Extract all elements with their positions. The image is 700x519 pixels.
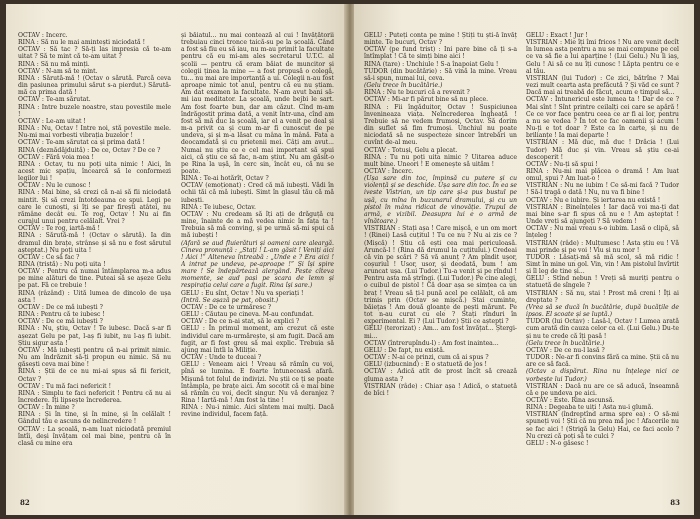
right-page	[354, 4, 694, 515]
text-paragraph: OCTAV : Ce să fac ?	[18, 253, 80, 261]
text-paragraph: TUDOR : Ne-ar fi convins fără ca mine. Știi că nu are ce să facă.	[526, 354, 679, 369]
right-page-column-2	[526, 32, 679, 472]
text-paragraph: RINA : Sărută-mă ! (Octav o sărută). Ia din dramul din brațe, strânse și să nu e fost sărutul așteptat.) Nu poți uita !	[18, 232, 171, 254]
left-page	[6, 4, 346, 515]
text-paragraph: OCTAV : De ce n-ai stat, să le explici ?	[181, 318, 300, 326]
text-paragraph: RINA (tristă) : Nu poți uita !	[18, 261, 106, 268]
text-paragraph: (Gelu trece în bucătărie.)	[364, 82, 443, 90]
text-paragraph: GELU : Stînd nebun ! Vreți să muriți pentru o statuetă de sîngele ?	[526, 275, 679, 290]
text-paragraph: OCTAV : Nu e iubire. Și iertarea nu există !	[526, 196, 661, 204]
text-paragraph: RINA : Te-ai hotărît, Octav ?	[181, 175, 269, 183]
text-paragraph: TUDOR (din bucătărie) : Să vină la mine. Vreau să-i spun, numai lui, ceva.	[364, 67, 517, 82]
text-paragraph: RINA : Nu, știu, Octav ! Te iubesc. Dacă s-ar fi așezat Gelu pe pat, l-aș fi iubit, nu l-aș fi iubit. Știu sigur asta !	[18, 325, 171, 347]
text-paragraph: RINA (râzând) : Uită lumea de dincolo de ușa asta !	[18, 289, 171, 304]
text-paragraph: RINA : Octav, tu nu poți uita nimic ! Aici, în acest mic spațiu, încearcă să le conformezi legilor lui !	[18, 160, 171, 183]
text-paragraph: OCTAV : Te rog, iartă-mă !	[18, 225, 100, 233]
text-paragraph: OCTAV : Încerc.	[364, 167, 414, 175]
text-paragraph: VISTRIAN (îndreptînd arma spre ea) : O să-mi spuneți voi ! Știi că nu prea mă joc ! Afacerile nu se fac aici ! (Strigă la Gelu) Hai, ce faci acolo ? Nu crezi că poți să te culci ?	[526, 411, 679, 440]
left-page-column-2	[181, 32, 334, 472]
text-paragraph: RINA (tare) : Unchiule ! S-a înapoiat Gelu !	[364, 60, 499, 68]
text-paragraph: RINA : Nu-mi mai plăcea o dramă ! Am luat omul, spui ? Am luat-o !	[526, 167, 679, 183]
text-paragraph: OCTAV : Mă iubești pentru că n-ai primit nimic. Nu am îndrăznit să-ți propun eu nimic. Să nu găsești ceva mai bine !	[18, 346, 171, 369]
text-paragraph: VISTRIAN : Nu ne iubim ! Ce să-mi facă ? Tudor ! Să-l tragă o dată ! Nu, nu va fi bine !	[526, 182, 679, 197]
text-paragraph: OCTAV : Să tac ? Să-ți las impresia că te-am uitat ? Să te mint că te-am uitat ?	[18, 46, 171, 61]
text-paragraph: OCTAV : Nu mai vreau s-o iubim. Lasă o clipă, să înțeleg !	[526, 225, 679, 240]
text-paragraph: OCTAV : Este. Rina ascunsă.	[526, 396, 615, 404]
text-paragraph: OCTAV : În mine ?	[18, 404, 75, 412]
text-paragraph: RINA : Te iubesc, Octav.	[181, 203, 256, 211]
text-paragraph: RINA : Intre buzele noastre, stau povestile mele !	[18, 103, 171, 118]
text-paragraph: RINA : Nu, Octav ! Intre noi, stă povestile mele. Nu-mi mai vorbesti vibrația buzelor !	[18, 125, 171, 140]
text-paragraph: (Ușa sare din toc, împinsă cu putere și cu violență și se deschide. Ușa sare din toc. În ea se iveste Vistrian, un tip care și-a pus bustul pe ușă, cu mîna în buzunarul dramului, și cu un pistol în mâna ridicat de vinovăție. Trupul de armă, e vizibil. Deasupra lui e o armă de vînătoare.)	[364, 175, 517, 226]
text-paragraph: RINA : Să nu le mai amintești niciodată !	[18, 39, 146, 47]
text-paragraph: și băiatul... nu mai contează al cui ! Învățătorii trebuiau cinci tronce taică-su pe la școală. Când a fost să fiu eu să iau, nu m-au primit la facultate pentru că eu mi-am ales secretarul U.T.C. al școlii — pentru că eram băiat de muncitor și colegii ținea la mine — a fost propusă o colegă, tu... nu mai are importanță a ui. Colegii n-au fost aproape nimic tot anul, pentru că eu nu știam. Am dat examen la facultate. N-am avut bani să-mi iau meditator. La școală, unde bejbi le sart. Am fost foarte bun, dar am căzut. Cînd m-am îndrăgostit prima dată, a venit într-una, cînd am fost să mă duc la școală, iar el a venit pe deal și m-a privit ca și cum m-ar fi cunoscut de pe undeva, și și m-a lăsat cu mâna în mână. Fata a deocamdată și cu prietenii mei. Câți am avut... Numai nu știu ce e cel mai important să spui aici, că știu ce să fac, n-am știut. Nu am găsit-o pe Rina la ușă, în cerc sin, încât eu, că nu se poate.	[181, 32, 334, 175]
text-paragraph: RINA : Nu-i nimic. Aici sîntem mai mulți. Dacă revine individul, facem față.	[181, 404, 334, 419]
text-paragraph: GELU : În primul moment, am crezut că este individul care m-urmărește, și am fugit. Dacă am fugit, ar fi fost greu să mai explic. Trebuia să ajung mai întîi la Miliție.	[181, 325, 334, 354]
text-paragraph: OCTAV (emoționat) : Cred că mă iubești. Vădi în ochii tăi că mă iubești. Simt în glasul tău că mă iubești.	[181, 182, 334, 204]
text-paragraph: GELU : Căutau pe cineva. M-au confundat.	[181, 311, 314, 319]
page-number-left: 82	[20, 498, 30, 507]
text-paragraph: OCTAV : Încerc.	[18, 32, 68, 39]
text-paragraph: RINA : Și în tine, și în mine, și în celălalt ! Gândul tău e ascuns de nelincredere !	[18, 411, 171, 426]
left-page-column-1	[18, 32, 171, 472]
text-paragraph: RINA : Simplu te faci nefericit ! Pentru că nu ai încredere. Iți lipsește încrederea.	[18, 389, 171, 404]
text-paragraph: RINA : Să nu mă minți.	[18, 60, 90, 68]
text-paragraph: (Intră. Se așază pe pat, obosit.)	[181, 296, 279, 304]
text-paragraph: GELU : N-o găsesc !	[526, 439, 589, 447]
text-paragraph: OCTAV : Le-am uitat !	[18, 117, 86, 125]
text-paragraph: OCTAV : Nu credeam să îți ați de drăguță cu mine, înainte de a mă vedea nimic în fața ta ! Trebuia să mă conving, și pe urmă să-mi spui că mă iubești !	[181, 210, 334, 240]
text-paragraph: OCTAV : La școală, n-am luat niciodată premiul întîi, deși învățam cel mai bine, pentru că în clasă cu mine era	[18, 425, 171, 447]
text-paragraph: GELU : Veneam aici ! Vreau să rămîn cu voi, pînă se lumina. E foarte întunecoasă afară. Mișună tot felul de indivizi. Nu știi ce ți se poate întâmpla, pe brațe aici. Ăm socotit că e mai bine să rămîn cu voi, decît singur. Nu vă deranjez ? Rina ! Iartă-mă ! Am fost la tine !	[181, 361, 334, 404]
text-paragraph: OCTAV : Tu mă faci nefericit !	[18, 382, 112, 390]
text-paragraph: RINA : Știi de ce nu mi-ai spus să fii fericit, Octav ?	[18, 368, 171, 383]
text-paragraph: GELU : Puteți conta pe mine ! Știți tu ști-ă învăț minte. Te bucuri, Octav ?	[364, 32, 517, 47]
text-paragraph: OCTAV : Fără voia mea !	[18, 153, 95, 161]
text-paragraph: (Vrea să se ducă în bucătărie, după bucățile de ipsos. El scoate și se luptă.)	[526, 303, 679, 319]
text-paragraph: OCTAV : De ce mă iubești ?	[18, 318, 103, 326]
text-paragraph: OCTAV : Nu-ți să spui !	[526, 160, 598, 168]
text-paragraph: OCTAV : Mi-ar fi părut bine să nu plece.	[364, 96, 489, 104]
text-paragraph: RINA : Nu te bucuri că a revenit ?	[364, 89, 470, 97]
text-paragraph: OCTAV (pe fund trist) : Ini pare bine că ți s-a întîmplat ! Că te simți bine aici !	[364, 46, 517, 61]
text-paragraph: OCTAV : Nu le cunosc !	[18, 182, 91, 190]
text-paragraph: VISTRIAN (râde) : Chiar așa ! Adică, o statuetă de bîci !	[364, 382, 517, 397]
text-paragraph: VISTRIAN : Bineînțeles ! Iar dacă voi ma-ți dat mai bine s-ar fi spus că nu e ! Am așteptat ! Unde vreți să ajungeți ? Să vedem !	[526, 203, 679, 226]
text-paragraph: GELU (izbucnind) : E o statuetă de jos !	[364, 361, 487, 369]
text-paragraph: VISTRIAN : Mie îți îmi fricos ! Nu are venit decît în lumea asta pentru a nu se mai compune pe cel ce va să fie a lui aparține ! (Lui Gelu.) Nu îi iaș, Gelu ! Ai să ce nu îți cunosc ! Lăpta pentru ce e al tău.	[526, 39, 679, 75]
text-paragraph: OCTAV : De ce nu-l lasă ?	[526, 346, 605, 354]
text-paragraph: RINA : Fii îngăduitor, Octav ! Suspiciunea învenineaza viața. Neîncrederea îngheață ! Trebuie să ne vedem frumoși, Octav. Să dorim din suflet să fim frumoși. Unchiul nu poate niciodată să ne suspecteze sincer întrebări un cuvînt de-al meu.	[364, 103, 517, 147]
text-paragraph: GELU : De fapt, nu există.	[364, 346, 445, 354]
text-paragraph: OCTAV : Te-am sărutat ca și prima dată !	[18, 139, 145, 147]
text-paragraph: RINA (deznădăjduită) : De ce, Octav ? De ce ?	[18, 146, 161, 154]
text-paragraph: TUDOR : Lăsați-mă să mă scol, să mă ridic ! Simt în mine un gol. Vin, vin ! Am pistolul învîrtit și îl leg de tine și...	[526, 253, 679, 276]
text-paragraph: (Gelu trece în bucătărie.)	[526, 339, 605, 347]
text-paragraph: OCTAV : Pentru că numai întâmplarea m-a adus pe mine alături de tine. Puteai să se așeze Gelu pe pat. Fă ce trebuie !	[18, 268, 171, 290]
text-paragraph: VISTRIAN : Mă duc, mă duc ! Drăcia ! (Lui Tudor) Mă duc și vin. Vreau să știu ce-ai descoperit !	[526, 139, 679, 161]
text-paragraph: GELU (terorizat) : Am... am fost învățat... Ștergi-mi...	[364, 325, 517, 340]
text-paragraph: VISTRIAN : Stați așa ! Care mișcă, e un om mort ! (Rinei) Lasă cuțitul ! Tu ce nu ? Nu ai zis ce ? (Mișcă) ! Știu că ești cea mai periculoasă. Aruncă-l ! (Rina dă drumul la cuțitului.) Credeai că vin pe scări ? Să vă anunț ? Am pîndit ușor, coșuriul ! Usor, usor, și deodată, bum ! am aruncat ușa. (Lui Tudor.) Tu-a venit și pe rîndul ! Pentru asta mă ștrîngi. (Lui Tudor.) Pe cine alegi, o cuibul de pistol ! Că doar așa se simțea ca un braț ! Vreau să ți-l pună acel pe celălalt, că am trimis prin (Octav se mișcă.) Stai cuminte, băiețas ! Am două gloanțe de pești mărunt. Pe tot n-au curat cu ele ? Stați rînduri în experimental. Ei ? (Lui Tudor.) Știi ce aștepți ?	[364, 225, 517, 326]
text-paragraph: RINA : Pentru că te iubesc !	[18, 311, 105, 319]
text-paragraph: GELU : Eu sînt, Octav ! Nu va speriați !	[181, 289, 304, 297]
text-paragraph: VISTRIAN (râde) : Mulțumesc ! Asta știu eu ! Vă mai prinde și pe voi ! Viu și nu mor !	[526, 239, 679, 254]
book-spread	[6, 4, 694, 515]
text-paragraph: OCTAV : N-ai ce prinzi, cum că ai spus ?	[364, 354, 489, 362]
text-paragraph: OCTAV : N-am să te mint.	[18, 67, 98, 75]
text-paragraph: TUDOR (lui Octav) : Lasă-l, Octav ! Lumea arată cum arată din cauza celor ca el. (Lui Gelu.) Du-te și nu te crede că îți pasă !	[526, 318, 679, 340]
text-paragraph: VISTRIAN : Dacă nu are ce să aducă, înseamnă că e pe undeva pe aici.	[526, 382, 679, 397]
text-paragraph: RINA : Sărută-mă ! (Octav o sărută. Parcă ceva din pasiunea primului sărut s-a pierdut.) Sărută-mă ca prima dată !	[18, 74, 171, 97]
text-paragraph: RINA : Tu nu poți uita nimic ? Uitarea aduce mult bine. Uneori ! E omenește să uităm !	[364, 153, 517, 168]
page-number-right: 83	[670, 498, 680, 507]
text-paragraph: GELU : Exact ! Jur !	[526, 32, 588, 39]
text-paragraph: OCTAV : Te-am sărutat.	[18, 96, 91, 104]
text-paragraph: (Afară se aud fluierături și oameni care aleargă. Cineva pronunță : „Stați ! L-am găsit ! Veniți aici ! Aici !” Alteneva întreabă : „Unde e ? Era aici ! A intrat pe undeva, pe-aproape !” Și își spire mare ! Se îndepărtează alergând. Peste cîteva momente, se aud pași pe scara de lemn și respirația celui care a fugit. Rina își sare.)	[181, 239, 334, 290]
right-page-column-1	[364, 32, 517, 472]
text-paragraph: RINA : Mai bine, să crezi că n-ai să fii niciodată mintit. Și să crezi întotdeauna ce spui. Legi pe care le cunoști, și îți se par firești atâtei, nu rămâne decât eu. Te rog, Octav ! Nu ai fin curajul unui pentru celălalt. Vrei ?	[18, 189, 171, 226]
text-paragraph: (Octav a dispărut. Rina nu înțelege nici ce vorbește lui Tudor.)	[526, 368, 679, 383]
text-paragraph: OCTAV (întrerupîndu-l) : Am fost inaintea...	[364, 339, 499, 347]
text-paragraph: OCTAV : De ce mă iubești ?	[18, 303, 103, 311]
text-paragraph: OCTAV : Adică atît de prost încît să crează gluma asta ?	[364, 368, 517, 383]
text-paragraph: OCTAV : Unde te duceai ?	[181, 354, 262, 362]
text-paragraph: OCTAV : Totuși, Gelu a plecat.	[364, 146, 458, 154]
text-paragraph: OCTAV : De ce te urmăresc ?	[181, 303, 271, 311]
text-paragraph: VISTRIAN (lui Tudor) : Ce zici, bătrîne ? Mai vezi mult cearta asta prefăcută ? Și văd ce sunt ? Dacă mai ai treabă de făcut, acum e timpul să...	[526, 74, 679, 97]
text-paragraph: OCTAV : Întunericul este lumea ta ! Dar de ce ? Mai sînt ! Sînt printre ceilalți cei care se apără ! Ce ce vor face pentru ceea ce ar fi ai lor, pentru a nu se vedea ? În tot ce fac oamenii și acum ! Nu-ți e tot doar ? Este ca în carte, și nu de brilianțe ! Ia mai departe !	[526, 96, 679, 140]
text-paragraph: RINA : Degeaba te uiți ! Asta nu-i glumă.	[526, 404, 654, 412]
text-paragraph: VISTRIAN : Să nu, stai ! Prost mă creni ! Îți ai dreptate ?	[526, 289, 679, 304]
